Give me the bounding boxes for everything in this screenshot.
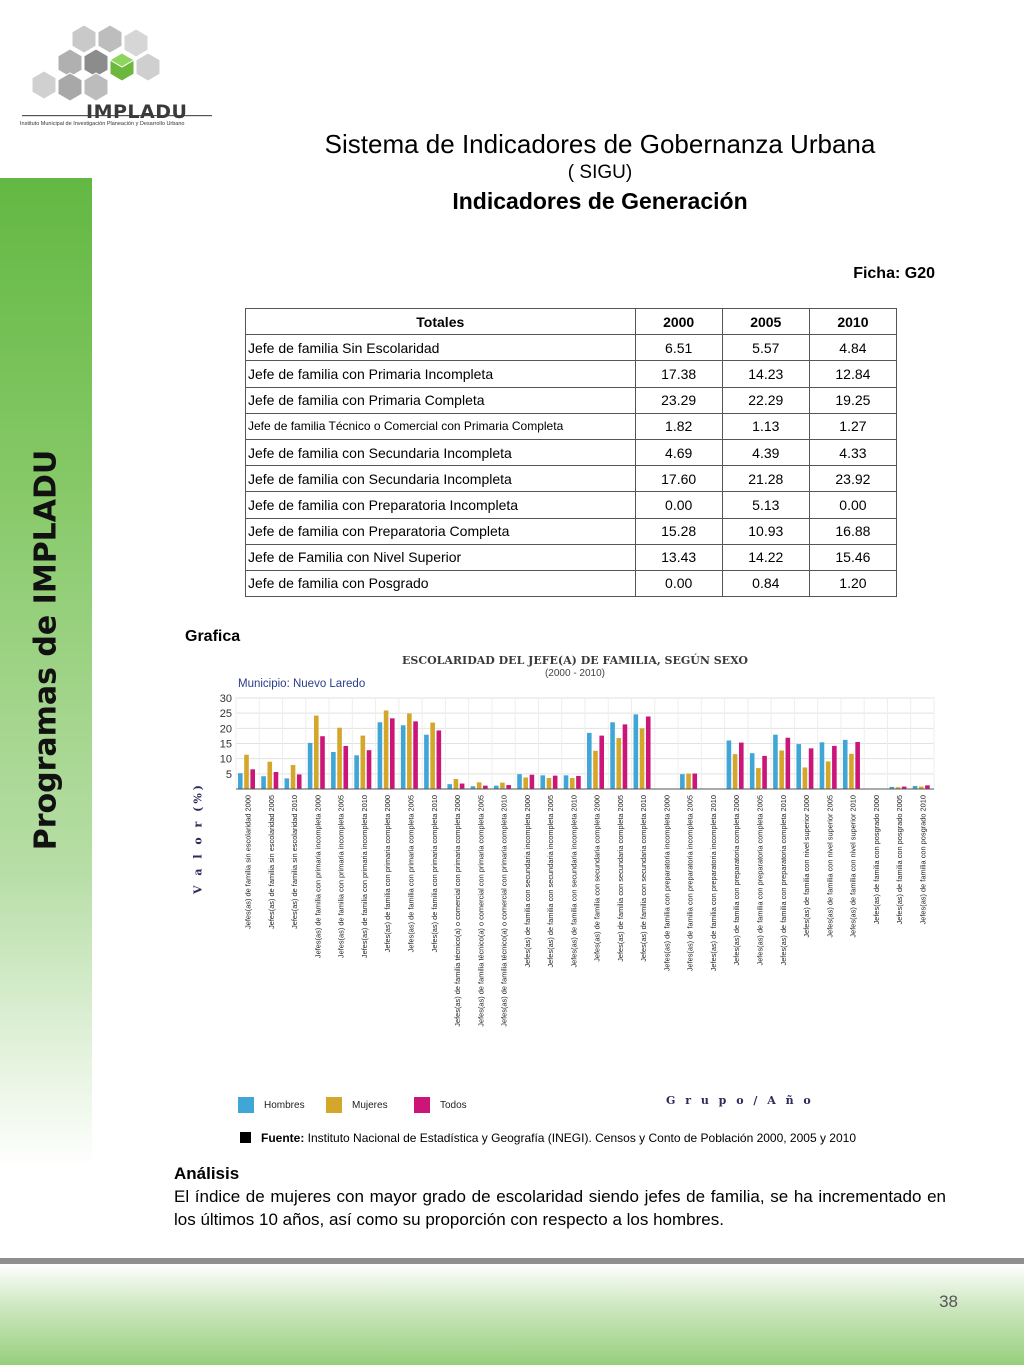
x-tick-label: Jefes(as) de familia con primaria incompleta 2005 <box>336 795 346 959</box>
table-cell: 22.29 <box>722 387 809 413</box>
analisis-text: El índice de mujeres con mayor grado de escolaridad siendo jefes de familia, se ha incrementado en los últimos 10 años, así como su proporción con respecto a los hombres. <box>174 1187 946 1229</box>
table-cell-label: Jefe de familia con Preparatoria Incompleta <box>246 492 636 518</box>
table-row <box>246 361 897 387</box>
y-tick-label: 30 <box>219 693 232 705</box>
legend-swatch <box>238 1097 254 1113</box>
y-tick-label: 10 <box>219 753 232 766</box>
side-title: Programas de IMPLADU <box>28 449 64 851</box>
table-cell: 14.22 <box>722 544 809 570</box>
bar-hombres <box>331 752 336 789</box>
bar-todos <box>483 786 488 789</box>
x-tick-label: Jefes(as) de familia con primaria completa 2005 <box>406 795 416 953</box>
bar-mujeres <box>733 754 738 789</box>
bar-mujeres <box>779 750 784 789</box>
x-tick-label: Jefes(as) de familia técnico(a) o comercial con primaria completa 2000 <box>453 795 463 1027</box>
table-cell: 14.23 <box>722 361 809 387</box>
bar-mujeres <box>616 738 621 789</box>
table-cell: 0.00 <box>635 492 722 518</box>
table-cell: 23.92 <box>809 466 896 492</box>
page-subtitle: ( SIGU) <box>567 162 633 183</box>
bar-hombres <box>610 722 615 789</box>
table-cell-label: Jefe de familia Técnico o Comercial con Primaria Completa <box>246 413 636 439</box>
source-note <box>240 1131 856 1145</box>
table-row <box>246 544 897 570</box>
chart-municipio: Municipio: Nuevo Laredo <box>238 678 366 690</box>
table-header: 2010 <box>809 309 896 335</box>
table-cell-label: Jefe de familia con Preparatoria Completa <box>246 518 636 544</box>
bar-mujeres <box>826 761 831 789</box>
bar-todos <box>343 746 348 789</box>
bar-mujeres <box>407 713 412 789</box>
bar-todos <box>692 774 697 789</box>
table-cell: 10.93 <box>722 518 809 544</box>
bar-todos <box>437 730 442 789</box>
bar-todos <box>460 784 465 789</box>
table-header: 2005 <box>722 309 809 335</box>
chart-y-axis-label: V a l o r (%) <box>191 782 205 894</box>
x-tick-label: Jefes(as) de familia con nivel superior 2000 <box>802 795 812 938</box>
table-cell: 4.84 <box>809 335 896 361</box>
x-tick-label: Jefes(as) de familia con preparatoria incompleta 2000 <box>662 795 672 972</box>
table-header-row <box>246 309 897 335</box>
bar-hombres <box>238 773 243 789</box>
x-tick-label: Jefes(as) de familia técnico(a) o comercial con primaria completa 2010 <box>499 795 509 1027</box>
table-row <box>246 387 897 413</box>
x-tick-label: Jefes(as) de familia con secundaria completa 2000 <box>592 795 602 962</box>
table-cell: 15.28 <box>635 518 722 544</box>
table-cell: 4.69 <box>635 439 722 465</box>
bar-hombres <box>773 735 778 789</box>
legend-label: Todos <box>440 1100 467 1111</box>
bar-mujeres <box>756 768 761 789</box>
x-tick-label: Jefes(as) de familia con primaria incompleta 2010 <box>359 795 369 959</box>
table-cell: 5.13 <box>722 492 809 518</box>
x-tick-label: Jefes(as) de familia con posgrado 2000 <box>871 795 881 925</box>
table-row <box>246 413 897 439</box>
bar-mujeres <box>384 710 389 789</box>
table-cell: 6.51 <box>635 335 722 361</box>
x-tick-label: Jefes(as) de familia con posgrado 2005 <box>895 795 905 925</box>
x-tick-label: Jefes(as) de familia con secundaria incompleta 2005 <box>546 795 556 968</box>
table-row <box>246 335 897 361</box>
x-tick-label: Jefes(as) de familia con posgrado 2010 <box>918 795 928 925</box>
page-title: Sistema de Indicadores de Gobernanza Urbana <box>324 129 876 159</box>
bar-hombres <box>564 775 569 789</box>
escolaridad-bar-chart <box>180 690 940 1100</box>
legend-swatch <box>326 1097 342 1113</box>
table-cell: 1.82 <box>635 413 722 439</box>
chart-subtitle: (2000 - 2010) <box>544 668 606 679</box>
bar-hombres <box>424 735 429 789</box>
y-tick-label: 5 <box>225 768 232 781</box>
bar-hombres <box>308 743 313 789</box>
bar-hombres <box>378 722 383 789</box>
table-cell: 13.43 <box>635 544 722 570</box>
bar-hombres <box>680 774 685 789</box>
bar-hombres <box>820 742 825 789</box>
bar-mujeres <box>570 778 575 789</box>
table-row <box>246 518 897 544</box>
x-tick-label: Jefes(as) de familia con preparatoria completa 2005 <box>755 795 765 966</box>
table-cell-label: Jefe de Familia con Nivel Superior <box>246 544 636 570</box>
bar-todos <box>925 785 930 789</box>
grafica-label: Grafica <box>185 628 241 645</box>
table-cell: 19.25 <box>809 387 896 413</box>
bar-mujeres <box>849 754 854 789</box>
bar-mujeres <box>361 736 366 789</box>
legend-label: Mujeres <box>352 1100 388 1111</box>
bar-todos <box>320 736 325 789</box>
y-tick-label: 15 <box>219 738 232 751</box>
table-cell: 4.39 <box>722 439 809 465</box>
bar-todos <box>623 724 628 789</box>
bar-todos <box>553 776 558 789</box>
table-cell: 16.88 <box>809 518 896 544</box>
bar-todos <box>599 736 604 789</box>
table-cell: 0.00 <box>809 492 896 518</box>
bar-hombres <box>494 786 499 789</box>
y-tick-label: 20 <box>219 723 232 736</box>
x-tick-label: Jefes(as) de familia técnico(a) o comercial con primaria completa 2005 <box>476 795 486 1027</box>
bar-hombres <box>750 753 755 789</box>
table-cell-label: Jefe de familia con Secundaria Incompleta <box>246 439 636 465</box>
chart-title: ESCOLARIDAD DEL JEFE(A) DE FAMILIA, SEGÚN SEXO <box>401 654 748 667</box>
table-row <box>246 492 897 518</box>
bar-hombres <box>261 776 266 789</box>
bar-todos <box>367 750 372 789</box>
table-cell: 0.84 <box>722 570 809 596</box>
bar-todos <box>530 775 535 789</box>
bullet-square-icon <box>240 1132 251 1143</box>
footer-band <box>0 1264 1024 1365</box>
bar-mujeres <box>291 765 296 789</box>
bar-mujeres <box>477 782 482 789</box>
bar-mujeres <box>337 728 342 789</box>
bar-todos <box>250 769 255 789</box>
table-cell-label: Jefe de familia Sin Escolaridad <box>246 335 636 361</box>
bar-mujeres <box>803 767 808 789</box>
bar-mujeres <box>500 783 505 789</box>
bar-mujeres <box>454 779 459 789</box>
bar-todos <box>274 772 279 789</box>
x-tick-label: Jefes(as) de familia con primaria completa 2000 <box>383 795 393 953</box>
bar-hombres <box>401 725 406 789</box>
x-tick-label: Jefes(as) de familia con secundaria incompleta 2000 <box>522 795 532 968</box>
x-tick-label: Jefes(as) de familia con secundaria completa 2005 <box>615 795 625 962</box>
chart-x-axis-label: G r u p o / A ñ o <box>666 1094 814 1107</box>
table-cell: 0.00 <box>635 570 722 596</box>
bar-hombres <box>540 775 545 789</box>
bar-hombres <box>843 740 848 789</box>
table-cell: 12.84 <box>809 361 896 387</box>
bar-mujeres <box>523 777 528 789</box>
bar-mujeres <box>314 716 319 789</box>
table-row <box>246 570 897 596</box>
bar-todos <box>506 785 511 789</box>
section-title: Indicadores de Generación <box>452 188 748 214</box>
table-header: 2000 <box>635 309 722 335</box>
bar-todos <box>739 743 744 789</box>
x-tick-label: Jefes(as) de familia con primaria incompleta 2000 <box>313 795 323 959</box>
bar-hombres <box>587 733 592 789</box>
bar-mujeres <box>686 774 691 789</box>
x-tick-label: Jefes(as) de familia con secundaria completa 2010 <box>639 795 649 962</box>
bar-mujeres <box>547 778 552 789</box>
table-row <box>246 439 897 465</box>
bar-todos <box>832 746 837 789</box>
bar-mujeres <box>593 751 598 789</box>
bar-todos <box>297 774 302 789</box>
x-tick-label: Jefes(as) de familia con preparatoria completa 2010 <box>778 795 788 966</box>
bar-hombres <box>727 740 732 789</box>
x-tick-label: Jefes(as) de familia con preparatoria incompleta 2010 <box>708 795 718 972</box>
bar-hombres <box>447 784 452 789</box>
x-tick-label: Jefes(as) de familia con nivel superior 2005 <box>825 795 835 938</box>
x-tick-label: Jefes(as) de familia con nivel superior 2010 <box>848 795 858 938</box>
table-cell: 1.13 <box>722 413 809 439</box>
x-tick-label: Jefes(as) de familia sin escolaridad 2010 <box>290 795 300 929</box>
x-tick-label: Jefes(as) de familia sin escolaridad 2000 <box>243 795 253 929</box>
source-label: Fuente: <box>261 1131 305 1145</box>
bar-todos <box>786 738 791 789</box>
bar-hombres <box>634 714 639 789</box>
bar-todos <box>809 748 814 789</box>
page-number: 38 <box>939 1292 958 1311</box>
table-cell: 1.20 <box>809 570 896 596</box>
bar-mujeres <box>244 755 249 789</box>
table-cell: 1.27 <box>809 413 896 439</box>
table-cell: 21.28 <box>722 466 809 492</box>
table-cell: 5.57 <box>722 335 809 361</box>
table-cell: 23.29 <box>635 387 722 413</box>
logo-name: IMPLADU <box>86 101 188 123</box>
source-text: Instituto Nacional de Estadística y Geografía (INEGI). Censos y Conto de Población 2000, 2005 y 2010 <box>304 1131 856 1145</box>
bar-todos <box>646 717 651 789</box>
bar-todos <box>762 756 767 789</box>
x-tick-label: Jefes(as) de familia con primaria completa 2010 <box>429 795 439 953</box>
bar-hombres <box>517 774 522 789</box>
x-tick-label: Jefes(as) de familia con secundaria incompleta 2010 <box>569 795 579 968</box>
table-cell-label: Jefe de familia con Posgrado <box>246 570 636 596</box>
bar-todos <box>576 776 581 789</box>
bar-mujeres <box>430 723 435 789</box>
table-cell: 4.33 <box>809 439 896 465</box>
y-tick-label: 25 <box>219 708 232 721</box>
ficha-label: Ficha: G20 <box>853 265 935 282</box>
legend-swatch <box>414 1097 430 1113</box>
bar-todos <box>413 721 418 789</box>
table-cell-label: Jefe de familia con Secundaria Incompleta <box>246 466 636 492</box>
bar-hombres <box>796 744 801 789</box>
analisis-title: Análisis <box>174 1164 240 1183</box>
table-cell: 15.46 <box>809 544 896 570</box>
logo-subtitle: Instituto Municipal de Investigación Planeación y Desarrollo Urbano <box>20 121 185 127</box>
bar-mujeres <box>267 762 272 789</box>
bar-hombres <box>285 778 290 789</box>
table-cell: 17.38 <box>635 361 722 387</box>
x-tick-label: Jefes(as) de familia con preparatoria incompleta 2005 <box>685 795 695 972</box>
table-cell: 17.60 <box>635 466 722 492</box>
legend-label: Hombres <box>264 1100 305 1111</box>
table-row <box>246 466 897 492</box>
table-cell-label: Jefe de familia con Primaria Completa <box>246 387 636 413</box>
x-tick-label: Jefes(as) de familia con preparatoria completa 2000 <box>732 795 742 966</box>
table-header: Totales <box>246 309 636 335</box>
x-tick-label: Jefes(as) de familia sin escolaridad 2005 <box>266 795 276 929</box>
table-cell-label: Jefe de familia con Primaria Incompleta <box>246 361 636 387</box>
bar-todos <box>855 742 860 789</box>
totales-table <box>245 308 897 597</box>
bar-hombres <box>354 755 359 789</box>
bar-todos <box>390 718 395 789</box>
header <box>200 128 1000 216</box>
bar-mujeres <box>640 728 645 789</box>
